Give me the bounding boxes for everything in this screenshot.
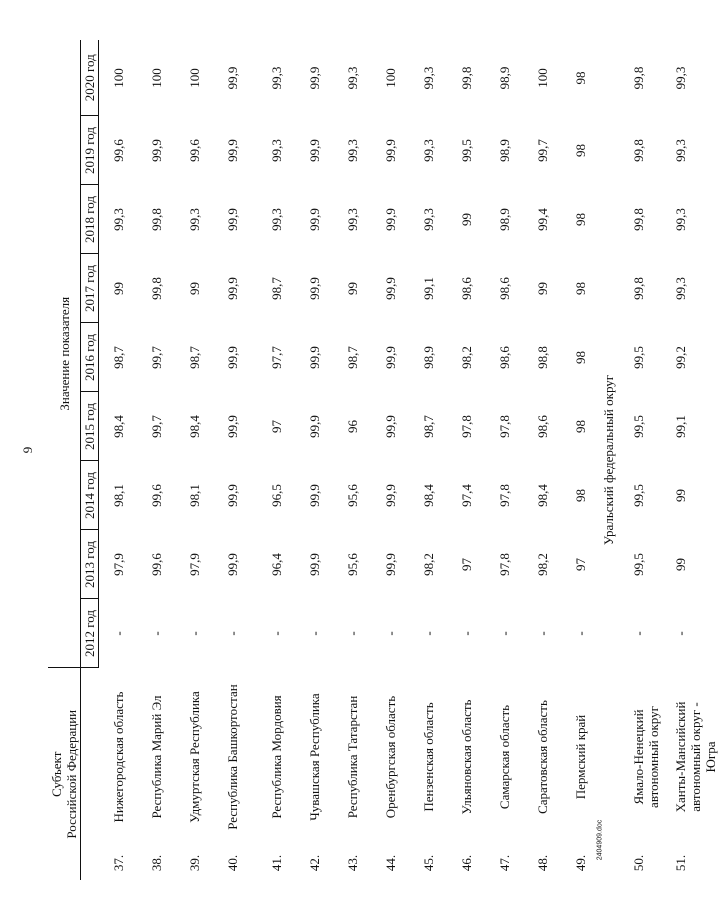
value-cell: 96 (345, 420, 360, 433)
value-cell: 100 (111, 68, 126, 88)
value-cell: 95,6 (345, 553, 360, 576)
table-row (485, 40, 523, 880)
value-cell: 99,9 (225, 66, 240, 90)
value-cell: 99,3 (345, 139, 360, 162)
value-cell: 99,8 (631, 277, 646, 300)
value-cell: 99,6 (187, 139, 202, 162)
table-row (661, 40, 719, 880)
value-cell: 98,9 (497, 139, 512, 162)
value-cell: 99,9 (225, 346, 240, 369)
table-row (447, 40, 485, 880)
value-cell: 99,8 (631, 139, 646, 162)
value-cell: - (573, 631, 588, 636)
value-cell: 99,8 (631, 208, 646, 231)
table-row (619, 40, 661, 880)
value-cell: 99 (187, 282, 202, 295)
value-cell: 99,9 (307, 139, 322, 162)
region-title: Уральский федеральный округ (601, 374, 616, 546)
table-row (175, 40, 213, 880)
value-cell: 99,3 (269, 139, 284, 162)
value-cell: 98,6 (535, 415, 550, 438)
value-cell: 99,9 (383, 139, 398, 162)
row-number: 40. (225, 854, 240, 872)
value-cell: 98 (573, 489, 588, 502)
value-cell: 99 (459, 213, 474, 226)
row-number: 42. (307, 854, 322, 872)
value-cell: 99,9 (225, 553, 240, 576)
value-cell: 98,4 (535, 484, 550, 507)
value-cell: 99,7 (535, 139, 550, 162)
value-cell: 99,9 (225, 139, 240, 162)
year-header-2017: 2017 год (81, 254, 99, 323)
value-cell: 99,3 (269, 66, 284, 90)
year-header-2014: 2014 год (81, 461, 99, 530)
value-cell: 99,1 (421, 277, 436, 300)
value-cell: 99,9 (307, 553, 322, 576)
year-header-2013: 2013 год (81, 530, 99, 599)
value-cell: 99,8 (459, 66, 474, 90)
table-row (137, 40, 175, 880)
row-number: 41. (269, 854, 284, 872)
value-cell: 98 (573, 282, 588, 295)
table-row (333, 40, 371, 880)
value-cell: 99,8 (631, 66, 646, 90)
value-cell: 99,3 (673, 66, 688, 90)
subject-name-line: автономный округ (646, 706, 661, 808)
value-cell: 98,6 (459, 277, 474, 300)
value-cell: 99,5 (631, 346, 646, 369)
value-cell: 98 (573, 144, 588, 157)
value-cell: 100 (535, 68, 550, 88)
value-cell: 99,6 (149, 553, 164, 576)
value-cell: - (535, 631, 550, 636)
value-cell: 97 (269, 420, 284, 433)
value-cell: 99,3 (345, 208, 360, 231)
value-cell: 99,6 (111, 139, 126, 162)
row-number: 50. (631, 854, 646, 872)
value-cell: 96,5 (269, 484, 284, 507)
table-row (257, 40, 295, 880)
subject-name-line: Ямало-Ненецкий (631, 709, 646, 805)
subject-name: Ульяновская область (459, 699, 474, 815)
value-cell: 99,3 (421, 208, 436, 231)
row-number: 47. (497, 854, 512, 872)
value-cell: 98,9 (497, 66, 512, 90)
value-cell: - (631, 631, 646, 636)
row-number: 46. (459, 854, 474, 872)
row-number: 38. (149, 854, 164, 872)
subject-name: Самарская область (497, 704, 512, 810)
subject-name: Оренбургская область (383, 695, 398, 819)
value-cell: 100 (383, 68, 398, 88)
value-cell: 98 (573, 420, 588, 433)
value-cell: 99,4 (535, 208, 550, 231)
value-cell: 98,4 (187, 415, 202, 438)
value-cell: 99,3 (673, 139, 688, 162)
value-cell: 99,9 (383, 208, 398, 231)
value-cell: 99,6 (149, 484, 164, 507)
value-cell: 99,3 (111, 208, 126, 231)
row-number: 39. (187, 854, 202, 872)
rotated-table-container (48, 40, 718, 880)
year-header-2012: 2012 год (81, 599, 99, 668)
value-cell: 99 (111, 282, 126, 295)
value-cell: 99,3 (187, 208, 202, 231)
value-header: Значение показателя (48, 40, 81, 668)
value-cell: 97,8 (497, 415, 512, 438)
value-cell: 98 (573, 351, 588, 364)
value-cell: - (149, 631, 164, 636)
row-number: 48. (535, 854, 550, 872)
value-cell: 99,9 (307, 415, 322, 438)
value-cell: 99,8 (149, 208, 164, 231)
value-cell: - (111, 631, 126, 636)
value-cell: 98,7 (269, 277, 284, 300)
value-cell: 98,1 (111, 484, 126, 507)
value-cell: 98,7 (187, 346, 202, 369)
value-cell: 98,2 (535, 553, 550, 576)
subject-name: Республика Мордовия (269, 695, 284, 819)
value-cell: 98,2 (459, 346, 474, 369)
value-cell: 99,2 (673, 346, 688, 369)
value-cell: 99,3 (421, 66, 436, 90)
value-cell: - (225, 631, 240, 636)
value-cell: - (383, 631, 398, 636)
value-cell: 96,4 (269, 553, 284, 576)
value-cell: 99,9 (307, 346, 322, 369)
value-cell: 99 (535, 282, 550, 295)
table-row (371, 40, 409, 880)
subject-name: Пензенская область (421, 702, 436, 812)
value-cell: 99,9 (307, 66, 322, 90)
value-cell: 99,3 (673, 208, 688, 231)
value-cell: 100 (149, 68, 164, 88)
value-cell: 98,4 (421, 484, 436, 507)
table-row (523, 40, 561, 880)
value-cell: - (307, 631, 322, 636)
value-cell: 97,9 (187, 553, 202, 576)
value-cell: 98 (573, 213, 588, 226)
value-cell: 99,1 (673, 415, 688, 438)
subject-name: Республика Татарстан (345, 695, 360, 819)
value-cell: 99,9 (383, 277, 398, 300)
value-cell: 99,9 (307, 208, 322, 231)
value-cell: - (673, 631, 688, 636)
value-cell: 99,3 (421, 139, 436, 162)
value-cell: 98,9 (421, 346, 436, 369)
subject-name: Республика Марий Эл (149, 695, 164, 819)
region-row (599, 40, 619, 880)
value-cell: 99,5 (631, 415, 646, 438)
row-number: 44. (383, 854, 398, 872)
value-cell: 98,6 (497, 277, 512, 300)
value-cell: 99,9 (307, 484, 322, 507)
value-cell: 97,8 (497, 484, 512, 507)
value-cell: - (269, 631, 284, 636)
value-cell: 99,8 (149, 277, 164, 300)
value-cell: 99,9 (383, 484, 398, 507)
value-cell: - (459, 631, 474, 636)
year-header-2020: 2020 год (81, 40, 99, 116)
value-cell: - (497, 631, 512, 636)
value-cell: 97,4 (459, 484, 474, 507)
row-number: 51. (673, 854, 688, 872)
value-cell: - (187, 631, 202, 636)
value-cell: 97,8 (497, 553, 512, 576)
subject-name: Нижегородская область (110, 691, 126, 823)
value-cell: 99 (345, 282, 360, 295)
value-cell: 98,7 (111, 346, 126, 369)
subject-header-line2: Российской Федерации (64, 709, 79, 839)
row-number: 43. (345, 854, 360, 872)
value-cell: 97 (573, 558, 588, 571)
value-cell: 97,7 (269, 346, 284, 369)
value-cell: 98,2 (421, 553, 436, 576)
value-cell: 98,6 (497, 346, 512, 369)
year-header-2018: 2018 год (81, 185, 99, 254)
value-cell: - (345, 631, 360, 636)
value-cell: 97,8 (459, 415, 474, 438)
value-cell: 99,5 (631, 553, 646, 576)
value-cell: 99,9 (225, 277, 240, 300)
value-cell: 98,4 (111, 415, 126, 438)
value-cell: 99,7 (149, 415, 164, 438)
value-cell: - (421, 631, 436, 636)
value-cell: 95,6 (345, 484, 360, 507)
table-row (213, 40, 257, 880)
subject-header-line1: Субъект (49, 751, 64, 797)
value-cell: 99,9 (383, 553, 398, 576)
value-cell: 98 (573, 71, 588, 85)
subject-header (48, 668, 81, 880)
subject-name (619, 668, 661, 846)
value-cell: 99,9 (383, 415, 398, 438)
subject-name (661, 668, 719, 846)
value-cell: 99,9 (149, 139, 164, 162)
subject-name: Пермский край (573, 714, 588, 800)
value-cell: 99,9 (225, 208, 240, 231)
table-row (561, 40, 599, 880)
value-cell: 99,3 (345, 66, 360, 90)
value-cell: 100 (187, 68, 202, 88)
subject-name-line: автономный округ - (688, 702, 703, 812)
value-cell: 99,5 (459, 139, 474, 162)
value-cell: 98,9 (497, 208, 512, 231)
year-header-2016: 2016 год (81, 323, 99, 392)
value-cell: 99,9 (225, 415, 240, 438)
table-row (409, 40, 447, 880)
value-cell: 99,9 (383, 346, 398, 369)
value-cell: 98,1 (187, 484, 202, 507)
row-number: 49. (573, 854, 588, 872)
table-row (295, 40, 333, 880)
value-cell: 98,7 (421, 415, 436, 438)
value-cell: 98,8 (535, 346, 550, 369)
value-cell: 99 (673, 489, 688, 502)
subject-name: Саратовская область (535, 700, 550, 814)
year-header-2015: 2015 год (81, 392, 99, 461)
subject-name: Удмуртская Республика (187, 691, 202, 823)
subject-name-line: Югра (703, 741, 718, 773)
value-cell: 98,7 (345, 346, 360, 369)
value-cell: 99,7 (149, 346, 164, 369)
indicator-table (48, 40, 719, 880)
value-cell: 99,5 (631, 484, 646, 507)
year-header-2019: 2019 год (81, 116, 99, 185)
subject-name: Республика Башкортостан (225, 684, 240, 830)
value-cell: 99,9 (307, 277, 322, 300)
value-cell: 99,3 (269, 208, 284, 231)
value-cell: 99 (673, 558, 688, 571)
table-row (99, 40, 138, 880)
value-cell: 99,3 (673, 277, 688, 300)
row-number: 45. (421, 854, 436, 872)
value-cell: 99,9 (225, 484, 240, 507)
value-cell: 97,9 (111, 553, 126, 576)
subject-name-line: Ханты-Мансийский (673, 701, 688, 813)
subject-name: Чувашская Республика (307, 693, 322, 821)
subject-header-spacer (81, 668, 99, 880)
value-cell: 97 (459, 558, 474, 571)
row-number: 37. (110, 854, 126, 872)
